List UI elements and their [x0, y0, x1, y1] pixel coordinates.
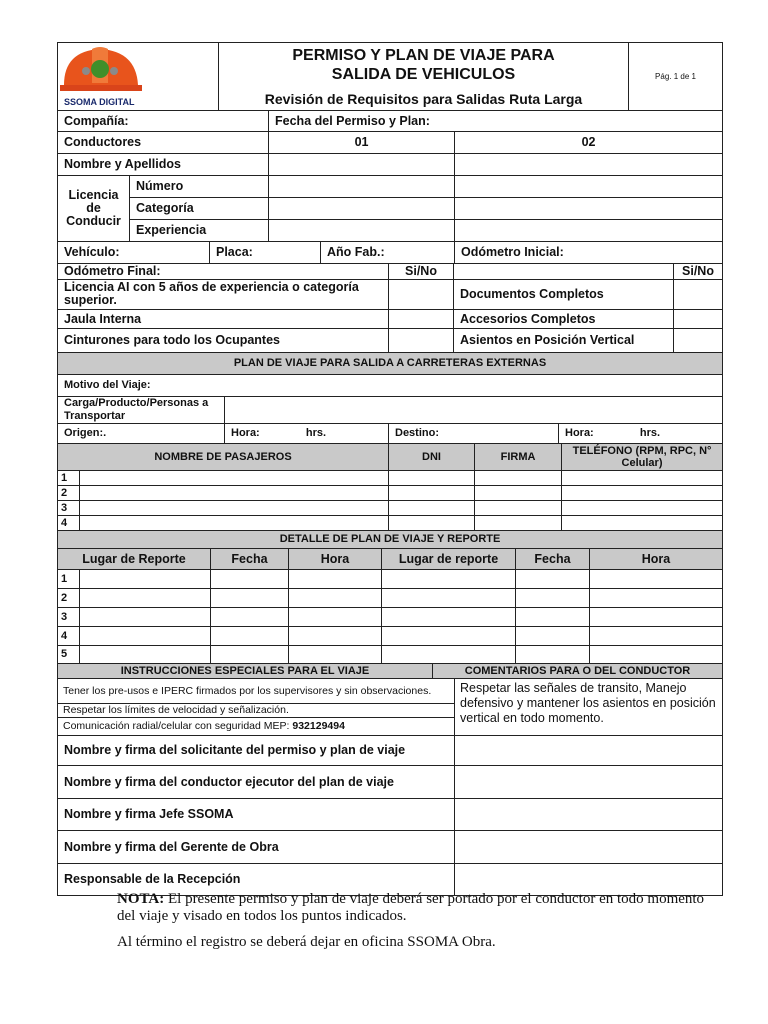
passenger-name-cell[interactable]: [80, 500, 389, 515]
passenger-name-cell[interactable]: [80, 485, 389, 500]
instruction-item-3-label: Comunicación radial/celular con seguridad MEP:: [63, 720, 290, 732]
row-number: 1: [58, 470, 80, 485]
instructions-title: INSTRUCCIONES ESPECIALES PARA EL VIAJE: [58, 663, 433, 678]
report-date-header-2: Fecha: [516, 548, 590, 569]
docs-check-label: Documentos Completos: [454, 279, 674, 309]
trip-plan-section-title: PLAN DE VIAJE PARA SALIDA A CARRETERAS EXTERNAS: [58, 352, 723, 374]
manager-signature-label: Nombre y firma del Gerente de Obra: [58, 830, 455, 863]
form-subtitle: Revisión de Requisitos para Salidas Ruta Larga: [264, 91, 583, 107]
report-table: [57, 530, 723, 664]
driver-01-license-category[interactable]: [269, 197, 455, 219]
blank-header: [454, 263, 674, 279]
row-number: 5: [58, 645, 80, 663]
license-experience-label: Experiencia: [130, 219, 269, 241]
passenger-dni-cell[interactable]: [389, 500, 475, 515]
form-header: [57, 42, 723, 111]
driver-02-name[interactable]: [455, 153, 723, 175]
license-exp-check[interactable]: [389, 279, 454, 309]
row-number: 2: [58, 485, 80, 500]
drivers-label: Conductores: [58, 131, 269, 153]
report-cell[interactable]: [516, 645, 590, 663]
passenger-phone-cell[interactable]: [562, 470, 723, 485]
passenger-sign-cell[interactable]: [475, 515, 562, 530]
checklist: [57, 263, 723, 353]
report-cell[interactable]: [590, 569, 723, 588]
report-cell[interactable]: [590, 645, 723, 663]
row-number: 4: [58, 626, 80, 645]
instruction-item-2: Respetar los límites de velocidad y señalización.: [58, 703, 455, 717]
cage-check[interactable]: [389, 309, 454, 328]
accessories-check[interactable]: [674, 309, 723, 328]
report-cell[interactable]: [590, 607, 723, 626]
logo-text: SSOMA DIGITAL: [64, 97, 135, 107]
report-cell[interactable]: [289, 588, 382, 607]
report-cell[interactable]: [382, 626, 516, 645]
report-cell[interactable]: [80, 569, 211, 588]
origin-label[interactable]: Origen:.: [58, 423, 225, 443]
trip-reason-label[interactable]: Motivo del Viaje:: [58, 374, 723, 396]
driver-01-header: 01: [269, 131, 455, 153]
report-cell[interactable]: [382, 588, 516, 607]
passenger-name-cell[interactable]: [80, 515, 389, 530]
passenger-sign-cell[interactable]: [475, 485, 562, 500]
driver-01-name[interactable]: [269, 153, 455, 175]
table-row: [58, 569, 723, 588]
table-row: [58, 515, 723, 530]
destination-hour[interactable]: [559, 423, 723, 443]
table-row: [58, 626, 723, 645]
requester-signature-label: Nombre y firma del solicitante del permiso y plan de viaje: [58, 735, 455, 765]
row-number: 4: [58, 515, 80, 530]
report-time-header-1: Hora: [289, 548, 382, 569]
row-number: 3: [58, 500, 80, 515]
destination-label[interactable]: Destino:: [389, 423, 559, 443]
requester-signature-field[interactable]: [455, 735, 723, 765]
driver-02-header: 02: [455, 131, 723, 153]
note-text-2: Al término el registro se deberá dejar en oficina SSOMA Obra.: [117, 934, 496, 950]
yes-no-header-1: Si/No: [389, 263, 454, 279]
driver-signature-label: Nombre y firma del conductor ejecutor del plan de viaje: [58, 765, 455, 798]
origin-hour-label: Hora:: [231, 427, 260, 439]
page-number: Pág. 1 de 1: [629, 43, 723, 111]
ssoma-signature-label: Nombre y firma Jefe SSOMA: [58, 798, 455, 830]
odometer-end-label[interactable]: Odómetro Final:: [58, 263, 389, 279]
report-cell[interactable]: [80, 645, 211, 663]
footer-note: [117, 891, 717, 951]
vehicle-label[interactable]: Vehículo:: [58, 241, 210, 263]
passenger-phone-cell[interactable]: [562, 515, 723, 530]
year-label[interactable]: Año Fab.:: [321, 241, 455, 263]
instruction-item-1: Tener los pre-usos e IPERC firmados por los supervisores y sin observaciones.: [58, 678, 455, 703]
plate-label[interactable]: Placa:: [210, 241, 321, 263]
report-cell[interactable]: [516, 569, 590, 588]
table-row: [58, 607, 723, 626]
manager-signature-field[interactable]: [455, 830, 723, 863]
full-name-label: Nombre y Apellidos: [58, 153, 269, 175]
cage-check-label: Jaula Interna: [58, 309, 389, 328]
report-date-header-1: Fecha: [211, 548, 289, 569]
helmet-logo-icon: [58, 43, 219, 107]
driver-02-experience[interactable]: [455, 219, 723, 241]
form-title: PERMISO Y PLAN DE VIAJE PARA SALIDA DE VEHICULOS: [292, 47, 555, 83]
signatures-table: [57, 735, 723, 896]
passenger-phone-header: TELÉFONO (RPM, RPC, N° Celular): [562, 443, 723, 470]
report-cell[interactable]: [211, 607, 289, 626]
passengers-table: [57, 443, 723, 531]
report-time-header-2: Hora: [590, 548, 723, 569]
report-cell[interactable]: [516, 607, 590, 626]
report-cell[interactable]: [80, 626, 211, 645]
table-row: [58, 485, 723, 500]
report-place-header-2: Lugar de reporte: [382, 548, 516, 569]
origin-hour[interactable]: [225, 423, 389, 443]
instruction-item-3: [58, 717, 455, 735]
passenger-name-cell[interactable]: [80, 470, 389, 485]
report-cell[interactable]: [211, 588, 289, 607]
passenger-sign-cell[interactable]: [475, 500, 562, 515]
reception-signature-label: Responsable de la Recepción: [58, 863, 455, 895]
accessories-check-label: Accesorios Completos: [454, 309, 674, 328]
report-cell[interactable]: [211, 569, 289, 588]
report-cell[interactable]: [80, 607, 211, 626]
report-cell[interactable]: [289, 645, 382, 663]
report-section-title: DETALLE DE PLAN DE VIAJE Y REPORTE: [58, 530, 723, 548]
driver-01-license-number[interactable]: [269, 175, 455, 197]
passenger-sign-header: FIRMA: [475, 443, 562, 470]
seats-check[interactable]: [674, 328, 723, 352]
passenger-dni-cell[interactable]: [389, 515, 475, 530]
passenger-sign-cell[interactable]: [475, 470, 562, 485]
passenger-phone-cell[interactable]: [562, 485, 723, 500]
report-cell[interactable]: [382, 607, 516, 626]
table-row: [58, 470, 723, 485]
belts-check-label: Cinturones para todo los Ocupantes: [58, 328, 389, 352]
note-text: El presente permiso y plan de viaje deberá ser portado por el conductor en todo momento del viaje y visado en todos los puntos indicados.: [117, 891, 705, 924]
yes-no-header-2: Si/No: [674, 263, 723, 279]
driver-signature-field[interactable]: [455, 765, 723, 798]
origin-hrs-unit: hrs.: [305, 427, 327, 439]
row-number: 2: [58, 588, 80, 607]
passenger-name-header: NOMBRE DE PASAJEROS: [58, 443, 389, 470]
belts-check[interactable]: [389, 328, 454, 352]
instructions-table: [57, 663, 723, 736]
comments-title: COMENTARIOS PARA O DEL CONDUCTOR: [433, 663, 723, 678]
report-cell[interactable]: [80, 588, 211, 607]
license-exp-check-label: Licencia AI con 5 años de experiencia o categoría superior.: [58, 279, 389, 309]
general-info: [57, 110, 723, 264]
seats-check-label: Asientos en Posición Vertical: [454, 328, 674, 352]
cargo-label: Carga/Producto/Personas a Transportar: [58, 396, 225, 423]
passenger-dni-cell[interactable]: [389, 470, 475, 485]
driver-02-license-category[interactable]: [455, 197, 723, 219]
title-cell: [219, 43, 629, 111]
permit-date-label[interactable]: Fecha del Permiso y Plan:: [269, 110, 723, 131]
row-number: 3: [58, 607, 80, 626]
license-number-label: Número: [130, 175, 269, 197]
driver-02-license-number[interactable]: [455, 175, 723, 197]
report-cell[interactable]: [289, 569, 382, 588]
report-cell[interactable]: [590, 626, 723, 645]
docs-check[interactable]: [674, 279, 723, 309]
report-cell[interactable]: [382, 645, 516, 663]
passenger-dni-header: DNI: [389, 443, 475, 470]
report-cell[interactable]: [382, 569, 516, 588]
table-row: [58, 645, 723, 663]
report-place-header-1: Lugar de Reporte: [58, 548, 211, 569]
note-label: NOTA:: [117, 891, 165, 907]
security-phone: 932129494: [292, 720, 345, 732]
report-cell[interactable]: [289, 607, 382, 626]
table-row: [58, 588, 723, 607]
report-cell[interactable]: [289, 626, 382, 645]
passenger-dni-cell[interactable]: [389, 485, 475, 500]
company-logo: [58, 43, 219, 111]
report-cell[interactable]: [211, 626, 289, 645]
ssoma-signature-field[interactable]: [455, 798, 723, 830]
report-cell[interactable]: [211, 645, 289, 663]
report-cell[interactable]: [516, 588, 590, 607]
driver-comment[interactable]: Respetar las señales de transito, Manejo defensivo y mantener los asientos en posición vertical en todo momento.: [455, 678, 723, 735]
driver-01-experience[interactable]: [269, 219, 455, 241]
destination-hour-label: Hora:: [565, 427, 594, 439]
company-label[interactable]: Compañía:: [58, 110, 269, 131]
note-paragraph: [117, 891, 717, 925]
report-cell[interactable]: [516, 626, 590, 645]
license-label: Licencia de Conducir: [58, 175, 130, 241]
cargo-field[interactable]: [225, 396, 723, 423]
trip-plan: [57, 352, 723, 444]
odometer-start-label[interactable]: Odómetro Inicial:: [455, 241, 723, 263]
permit-form: [57, 42, 722, 896]
row-number: 1: [58, 569, 80, 588]
license-category-label: Categoría: [130, 197, 269, 219]
destination-hrs-unit: hrs.: [639, 427, 661, 439]
passenger-phone-cell[interactable]: [562, 500, 723, 515]
table-row: [58, 500, 723, 515]
report-cell[interactable]: [590, 588, 723, 607]
